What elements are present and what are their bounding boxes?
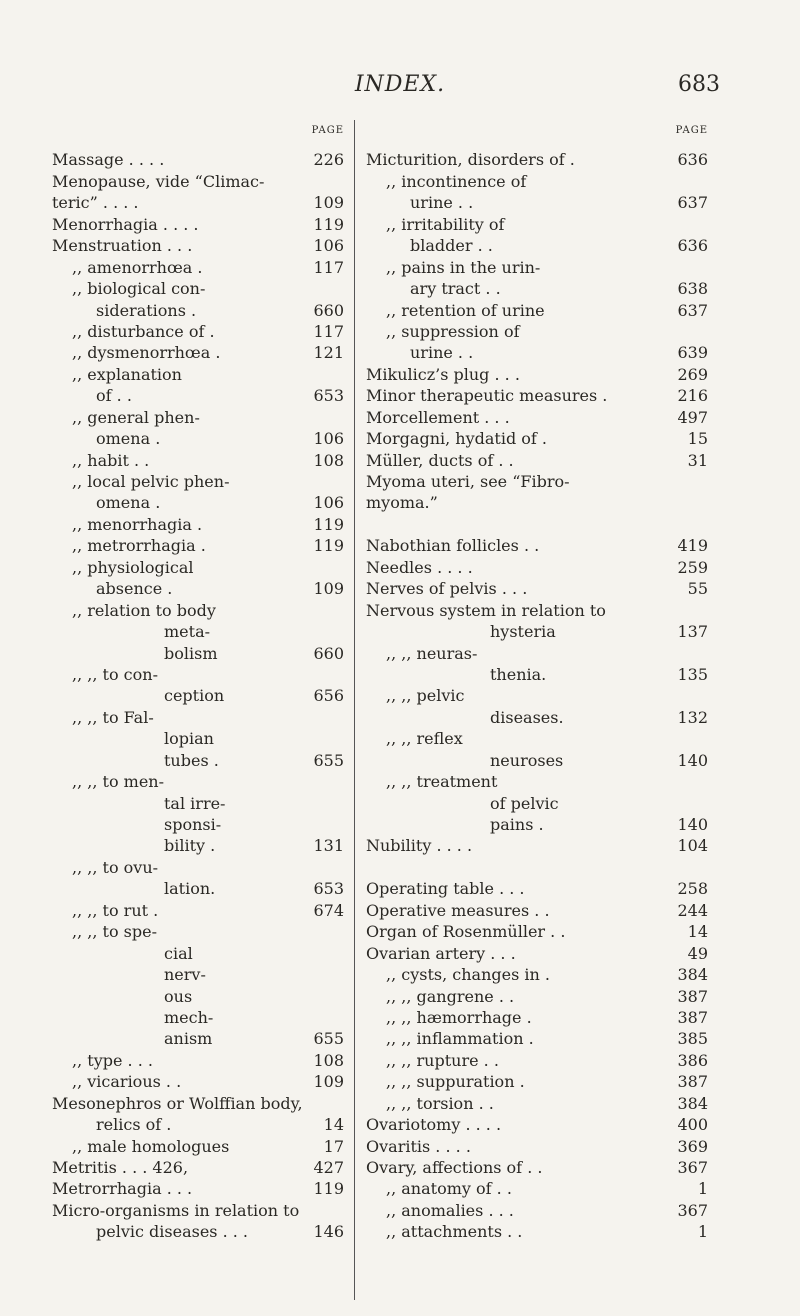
index-entry bbox=[366, 278, 708, 299]
index-entry-text: ,, ,, treatment bbox=[386, 772, 498, 792]
index-entry-text: ,, type . . . bbox=[72, 1050, 153, 1070]
index-entry-page: 637 bbox=[677, 193, 708, 213]
index-entry bbox=[366, 149, 708, 170]
index-entry bbox=[52, 407, 344, 428]
index-entry-text: ,, male homologues bbox=[72, 1136, 230, 1156]
index-entry bbox=[52, 1071, 344, 1092]
index-entry bbox=[366, 600, 708, 621]
index-entry bbox=[366, 1136, 708, 1157]
index-entry bbox=[366, 685, 708, 706]
index-entry-text: Nabothian follicles . . bbox=[366, 536, 540, 556]
index-entry bbox=[366, 1200, 708, 1221]
index-entry-text: teric” . . . . bbox=[52, 193, 139, 213]
index-entry-page: 140 bbox=[677, 815, 708, 834]
index-entry bbox=[52, 578, 344, 599]
index-entry-text: Massage . . . . bbox=[52, 150, 165, 170]
index-entry-text: nerv- bbox=[164, 965, 206, 985]
index-entry-page: 258 bbox=[677, 879, 708, 899]
index-entry bbox=[52, 385, 344, 406]
index-entry-page: 146 bbox=[313, 1222, 344, 1242]
index-entry bbox=[366, 835, 708, 856]
index-entry-page: 653 bbox=[313, 879, 344, 899]
index-entry bbox=[52, 428, 344, 449]
index-entry bbox=[366, 771, 708, 792]
index-entry-text: of pelvic bbox=[490, 793, 559, 813]
index-entry bbox=[366, 385, 708, 406]
index-entry-page: 119 bbox=[313, 214, 344, 234]
index-entry-text: mech- bbox=[164, 1007, 214, 1027]
index-entry-text: Operating table . . . bbox=[366, 879, 525, 899]
index-entry bbox=[366, 535, 708, 556]
index-entry-text: ,, ,, neuras- bbox=[386, 643, 478, 663]
index-entry-text: Organ of Rosenmüller . . bbox=[366, 922, 566, 942]
index-entry-page: 369 bbox=[677, 1136, 708, 1156]
index-entry-page: 117 bbox=[313, 257, 344, 277]
index-entry bbox=[52, 257, 344, 278]
index-entry-page: 660 bbox=[313, 300, 344, 320]
index-entry bbox=[52, 835, 344, 856]
index-entry bbox=[52, 171, 344, 192]
index-entry-page: 55 bbox=[687, 579, 708, 599]
index-entry-page: 400 bbox=[677, 1115, 708, 1135]
index-entry bbox=[52, 300, 344, 321]
index-entry-page: 656 bbox=[313, 686, 344, 706]
index-entry-text: tal irre- bbox=[164, 793, 226, 813]
index-entry-text: myoma.” bbox=[366, 493, 438, 513]
index-entry-text: Mesonephros or Wolffian body, bbox=[52, 1093, 303, 1113]
index-entry-text: bility . bbox=[164, 836, 216, 856]
index-entry-page: 637 bbox=[677, 300, 708, 320]
page-number: 683 bbox=[678, 72, 720, 97]
index-entry-text: relics of . bbox=[96, 1115, 172, 1135]
index-entry bbox=[52, 1200, 344, 1221]
index-entry bbox=[52, 643, 344, 664]
index-entry-text: Menstruation . . . bbox=[52, 236, 193, 256]
index-entry bbox=[52, 149, 344, 170]
index-entry-text: absence . bbox=[96, 579, 173, 599]
index-entry bbox=[52, 278, 344, 299]
index-entry-text: ,, metrorrhagia . bbox=[72, 536, 206, 556]
index-entry-page: 119 bbox=[313, 536, 344, 556]
index-entry-page: 119 bbox=[313, 1179, 344, 1199]
index-entry-text: meta- bbox=[164, 622, 211, 642]
index-entry bbox=[52, 986, 344, 1007]
index-entry-text: ,, cysts, changes in . bbox=[386, 965, 550, 985]
index-entry bbox=[52, 793, 344, 814]
index-entry bbox=[52, 728, 344, 749]
index-entry bbox=[366, 364, 708, 385]
page-title: INDEX. bbox=[354, 72, 446, 97]
index-entry-page: 638 bbox=[677, 279, 708, 299]
index-entry-text: neuroses bbox=[490, 750, 564, 770]
index-entry bbox=[366, 986, 708, 1007]
index-entry-page: 109 bbox=[313, 193, 344, 213]
index-entry bbox=[366, 621, 708, 642]
index-entry bbox=[52, 514, 344, 535]
index-entry bbox=[52, 1221, 344, 1242]
index-entry-text: omena . bbox=[96, 493, 161, 513]
index-entry bbox=[366, 471, 708, 492]
index-entry-text: ,, ,, gangrene . . bbox=[386, 986, 515, 1006]
index-entry-text: ,, ,, torsion . . bbox=[386, 1093, 494, 1113]
index-entry-page: 387 bbox=[677, 986, 708, 1006]
index-entry bbox=[366, 878, 708, 899]
index-entry-page: 387 bbox=[677, 1072, 708, 1092]
index-entry-text: ,, disturbance of . bbox=[72, 321, 215, 341]
index-entry-text: ,, biological con- bbox=[72, 279, 206, 299]
index-entry bbox=[366, 192, 708, 213]
index-entry bbox=[366, 643, 708, 664]
index-entry-text: ,, ,, to Fal- bbox=[72, 707, 154, 727]
index-entry bbox=[366, 1093, 708, 1114]
index-entry-text: ,, menorrhagia . bbox=[72, 514, 203, 534]
index-entry bbox=[52, 364, 344, 385]
page-column-heading: PAGE bbox=[675, 125, 708, 136]
index-entry-page: 655 bbox=[313, 750, 344, 770]
index-entry-text: Menopause, vide “Climac- bbox=[52, 171, 265, 191]
index-entry bbox=[52, 664, 344, 685]
index-entry-text: ,, anomalies . . . bbox=[386, 1200, 514, 1220]
index-entry bbox=[366, 428, 708, 449]
index-entry-page: 14 bbox=[323, 1115, 344, 1135]
index-entry bbox=[366, 492, 708, 513]
index-entry bbox=[52, 535, 344, 556]
index-entry-text: Morcellement . . . bbox=[366, 407, 510, 427]
index-entry-text: ,, irritability of bbox=[386, 214, 505, 234]
index-entry bbox=[52, 878, 344, 899]
index-entry-page: 14 bbox=[687, 922, 708, 942]
index-entry-text: bladder . . bbox=[410, 236, 493, 256]
index-entry-page: 419 bbox=[677, 536, 708, 556]
index-entry-page: 131 bbox=[313, 836, 344, 856]
index-entry bbox=[52, 1028, 344, 1049]
index-entry bbox=[52, 321, 344, 342]
index-entry-page: 119 bbox=[313, 514, 344, 534]
index-entry bbox=[366, 943, 708, 964]
index-entry-page: 17 bbox=[323, 1136, 344, 1156]
index-entry-page: 660 bbox=[313, 643, 344, 663]
index-entry bbox=[366, 664, 708, 685]
index-entry-text: Micturition, disorders of . bbox=[366, 150, 575, 170]
index-entry bbox=[366, 1221, 708, 1242]
index-entry bbox=[52, 1157, 344, 1178]
index-entry-text: ,, vicarious . . bbox=[72, 1072, 182, 1092]
index-entry-text: pelvic diseases . . . bbox=[96, 1222, 249, 1242]
index-entry bbox=[52, 857, 344, 878]
index-entry-page: 15 bbox=[687, 429, 708, 449]
index-entry-text: Morgagni, hydatid of . bbox=[366, 429, 548, 449]
index-entry-page: 497 bbox=[677, 407, 708, 427]
index-entry bbox=[366, 1071, 708, 1092]
index-entry bbox=[366, 921, 708, 942]
index-entry-page: 1 bbox=[697, 1222, 708, 1242]
index-entry-text: anism bbox=[164, 1029, 213, 1049]
index-entry bbox=[366, 514, 708, 535]
index-entry bbox=[366, 707, 708, 728]
index-entry bbox=[52, 814, 344, 835]
index-entry-page: 140 bbox=[677, 750, 708, 770]
index-entry bbox=[52, 685, 344, 706]
index-entry-text: diseases. bbox=[490, 707, 564, 727]
index-entry bbox=[52, 1093, 344, 1114]
index-entry bbox=[366, 450, 708, 471]
index-entry-text: Micro-organisms in relation to bbox=[52, 1200, 300, 1220]
index-entry bbox=[52, 450, 344, 471]
index-entry-text: Myoma uteri, see “Fibro- bbox=[366, 472, 570, 491]
index-entry-page: 121 bbox=[313, 343, 344, 363]
index-entry bbox=[52, 1114, 344, 1135]
index-entry bbox=[366, 257, 708, 278]
index-entry bbox=[52, 621, 344, 642]
index-entry-text: Ovariotomy . . . . bbox=[366, 1115, 502, 1135]
index-entry-page: 132 bbox=[677, 707, 708, 727]
index-entry-text: lation. bbox=[164, 879, 216, 899]
index-entry-page: 226 bbox=[313, 150, 344, 170]
index-entry-page: 636 bbox=[677, 150, 708, 170]
index-entry-text: ,, anatomy of . . bbox=[386, 1179, 512, 1199]
index-entry bbox=[366, 900, 708, 921]
index-entry-page: 387 bbox=[677, 1007, 708, 1027]
index-entry-text: Metrorrhagia . . . bbox=[52, 1179, 193, 1199]
index-entry bbox=[366, 857, 708, 878]
index-entry bbox=[52, 1136, 344, 1157]
column-divider bbox=[354, 120, 355, 1300]
index-entry-page: 385 bbox=[677, 1029, 708, 1049]
index-entry-page: 108 bbox=[313, 450, 344, 470]
page-column-heading: PAGE bbox=[311, 125, 344, 136]
index-entry-page: 639 bbox=[677, 343, 708, 363]
index-entry-page: 1 bbox=[697, 1179, 708, 1199]
index-entry-text: Minor therapeutic measures . bbox=[366, 386, 608, 406]
index-entry-page: 106 bbox=[313, 236, 344, 256]
index-column-right bbox=[366, 125, 708, 1243]
page-header bbox=[0, 72, 800, 102]
index-entry-text: Menorrhagia . . . . bbox=[52, 214, 199, 234]
index-entry bbox=[52, 214, 344, 235]
index-entry bbox=[366, 300, 708, 321]
index-entry-text: tubes . bbox=[164, 750, 219, 770]
index-entry-text: thenia. bbox=[490, 664, 547, 684]
index-entry-text: ary tract . . bbox=[410, 279, 501, 299]
index-entry-text: ,, ,, to con- bbox=[72, 664, 158, 684]
index-entry-page: 367 bbox=[677, 1158, 708, 1177]
index-entry-text: Mikulicz’s plug . . . bbox=[366, 364, 520, 384]
index-entry-page: 636 bbox=[677, 236, 708, 256]
index-entry bbox=[52, 750, 344, 771]
index-entry bbox=[52, 1007, 344, 1028]
index-entry-text: Operative measures . . bbox=[366, 900, 550, 920]
index-entry-text: sponsi- bbox=[164, 815, 222, 834]
index-entry-page: 386 bbox=[677, 1050, 708, 1070]
index-entry bbox=[52, 707, 344, 728]
index-entry bbox=[366, 1007, 708, 1028]
index-entry bbox=[366, 321, 708, 342]
index-column-left bbox=[52, 125, 344, 1243]
index-entry-text: ,, retention of urine bbox=[386, 300, 545, 320]
index-entry bbox=[366, 214, 708, 235]
index-entry-page: 108 bbox=[313, 1050, 344, 1070]
index-entry-text: Needles . . . . bbox=[366, 557, 473, 577]
index-entry-text: ,, dysmenorrhœa . bbox=[72, 343, 221, 363]
index-entry-page: 216 bbox=[677, 386, 708, 406]
index-entry-text: of . . bbox=[96, 386, 132, 406]
index-entry-page: 137 bbox=[677, 622, 708, 642]
index-entry bbox=[52, 900, 344, 921]
index-entry-text: Metritis . . . 426, bbox=[52, 1158, 189, 1177]
index-entry bbox=[366, 1050, 708, 1071]
index-entry-text: ,, suppression of bbox=[386, 321, 520, 341]
index-entry-text: ous bbox=[164, 986, 193, 1006]
index-entry bbox=[366, 235, 708, 256]
index-entry bbox=[52, 1178, 344, 1199]
index-entry-page: 106 bbox=[313, 493, 344, 513]
index-entry bbox=[52, 771, 344, 792]
index-entry-text: ,, local pelvic phen- bbox=[72, 472, 230, 491]
index-entry bbox=[366, 1028, 708, 1049]
index-entry-page: 109 bbox=[313, 1072, 344, 1092]
index-entry-text: Ovary, affections of . . bbox=[366, 1158, 543, 1177]
index-entry-text: Ovarian artery . . . bbox=[366, 943, 516, 963]
index-entry bbox=[366, 1178, 708, 1199]
index-entry bbox=[366, 964, 708, 985]
index-entry-text: ,, pains in the urin- bbox=[386, 257, 541, 277]
index-entry-text: ,, explanation bbox=[72, 364, 182, 384]
index-entry-page: 653 bbox=[313, 386, 344, 406]
index-entry-text: ,, ,, suppuration . bbox=[386, 1072, 525, 1092]
index-entry bbox=[366, 1114, 708, 1135]
index-entry-page: 31 bbox=[687, 450, 708, 470]
index-entry-text: ception bbox=[164, 686, 225, 706]
index-entry-text: lopian bbox=[164, 729, 214, 749]
index-entry-text: ,, habit . . bbox=[72, 450, 150, 470]
index-entry bbox=[52, 492, 344, 513]
index-entry-text: omena . bbox=[96, 429, 161, 449]
index-entry-text: Müller, ducts of . . bbox=[366, 450, 514, 470]
index-entry-text: ,, ,, hæmorrhage . bbox=[386, 1007, 532, 1027]
index-entry-page: 109 bbox=[313, 579, 344, 599]
index-entry bbox=[52, 921, 344, 942]
index-entry-text: ,, general phen- bbox=[72, 407, 200, 427]
index-entry-text: ,, ,, to spe- bbox=[72, 922, 157, 942]
index-entry-page: 135 bbox=[677, 664, 708, 684]
index-entry-text: ,, ,, inflammation . bbox=[386, 1029, 534, 1049]
index-entry-text: ,, physiological bbox=[72, 557, 194, 577]
index-entry-text: urine . . bbox=[410, 343, 474, 363]
index-entry-text: ,, ,, to men- bbox=[72, 772, 165, 792]
index-entry-text: ,, ,, reflex bbox=[386, 729, 463, 749]
index-entry-page: 674 bbox=[313, 900, 344, 920]
index-entry-text: bolism bbox=[164, 643, 218, 663]
index-entry-page: 106 bbox=[313, 429, 344, 449]
index-entry-text: Ovaritis . . . . bbox=[366, 1136, 471, 1156]
index-entry-text: ,, ,, to ovu- bbox=[72, 857, 159, 877]
index-entry bbox=[52, 557, 344, 578]
index-entry-text: pains . bbox=[490, 815, 544, 834]
index-entry bbox=[52, 471, 344, 492]
index-entry-page: 367 bbox=[677, 1200, 708, 1220]
index-entry-text: urine . . bbox=[410, 193, 474, 213]
index-entry-page: 655 bbox=[313, 1029, 344, 1049]
index-entry bbox=[366, 171, 708, 192]
index-entry bbox=[366, 750, 708, 771]
index-entry-text: ,, incontinence of bbox=[386, 171, 527, 191]
index-entry-page: 384 bbox=[677, 965, 708, 985]
index-entry-text: ,, ,, to rut . bbox=[72, 900, 159, 920]
index-entry-text: siderations . bbox=[96, 300, 197, 320]
index-entry-page: 384 bbox=[677, 1093, 708, 1113]
index-entry-text: Nerves of pelvis . . . bbox=[366, 579, 528, 599]
index-entry bbox=[52, 943, 344, 964]
index-entry-text: ,, amenorrhœa . bbox=[72, 257, 203, 277]
index-entry bbox=[366, 342, 708, 363]
index-entry-page: 269 bbox=[677, 364, 708, 384]
index-entry-text: ,, attachments . . bbox=[386, 1222, 523, 1242]
index-entry-page: 244 bbox=[677, 900, 708, 920]
index-entry-text: ,, ,, rupture . . bbox=[386, 1050, 499, 1070]
index-entry bbox=[366, 578, 708, 599]
index-entry bbox=[52, 192, 344, 213]
index-entry bbox=[52, 964, 344, 985]
index-entry bbox=[52, 600, 344, 621]
index-entry-page: 427 bbox=[313, 1158, 344, 1177]
index-entry bbox=[366, 407, 708, 428]
index-entry-page: 104 bbox=[677, 836, 708, 856]
index-entry-text: Nubility . . . . bbox=[366, 836, 473, 856]
index-entry bbox=[366, 814, 708, 835]
index-entry bbox=[52, 1050, 344, 1071]
index-entry bbox=[366, 1157, 708, 1178]
index-entry bbox=[366, 793, 708, 814]
index-entry-page: 117 bbox=[313, 321, 344, 341]
index-entry-text: Nervous system in relation to bbox=[366, 600, 606, 620]
index-entry bbox=[366, 557, 708, 578]
index-entry bbox=[52, 342, 344, 363]
index-entry bbox=[52, 235, 344, 256]
index-entry-text: ,, relation to body bbox=[72, 600, 216, 620]
index-entry-text: cial bbox=[164, 943, 193, 963]
index-entry bbox=[366, 728, 708, 749]
index-entry-text: hysteria bbox=[490, 622, 556, 642]
index-entry-text: ,, ,, pelvic bbox=[386, 686, 465, 706]
index-entry-page: 49 bbox=[687, 943, 708, 963]
index-entry-page: 259 bbox=[677, 557, 708, 577]
